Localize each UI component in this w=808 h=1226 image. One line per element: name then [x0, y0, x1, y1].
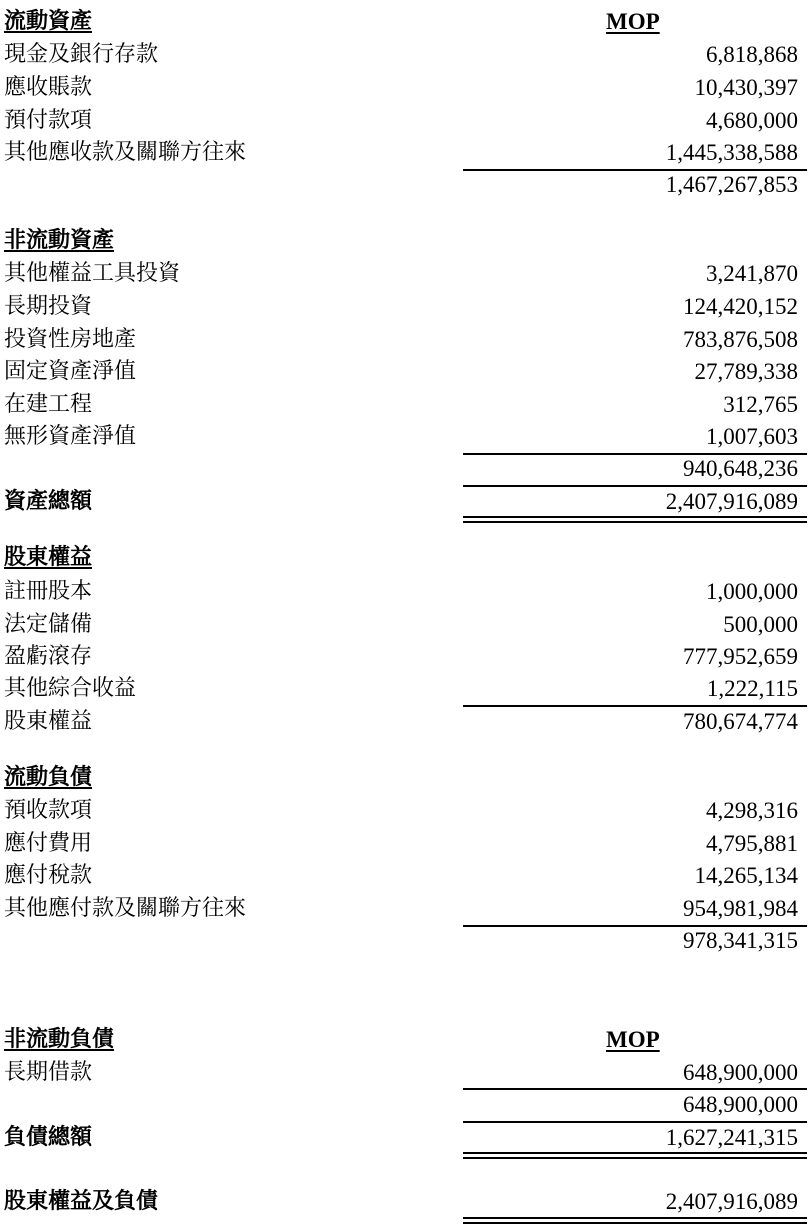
- line-item-amount: 27,789,338: [694, 359, 798, 384]
- line-item-amount: 10,430,397: [694, 75, 798, 100]
- line-item: [0, 673, 808, 705]
- line-item: [0, 39, 808, 71]
- total-liabilities-amount: 1,627,241,315: [665, 1125, 798, 1150]
- double-underline: [463, 1152, 807, 1159]
- line-item-label: 在建工程: [4, 392, 93, 417]
- double-underline: [463, 1217, 807, 1224]
- equity-and-liabilities-label: 股東權益及負債: [4, 1189, 159, 1214]
- line-item-label: 長期投資: [4, 294, 93, 319]
- non-current-liabilities-subtotal: 648,900,000: [683, 1092, 798, 1117]
- non-current-liabilities-header-row: [0, 1024, 808, 1056]
- line-item: [0, 389, 808, 421]
- non-current-assets-heading: 非流動資產: [4, 228, 115, 253]
- line-item-label: 盈虧滾存: [4, 644, 93, 669]
- line-item-label: 其他綜合收益: [4, 676, 137, 701]
- line-item: [0, 860, 808, 892]
- line-item-amount: 1,222,115: [706, 676, 798, 701]
- line-item-amount: 500,000: [723, 612, 798, 637]
- total-assets-label: 資產總額: [4, 489, 93, 514]
- equity-and-liabilities-amount: 2,407,916,089: [665, 1189, 798, 1214]
- line-item: [0, 1057, 808, 1089]
- line-item-amount: 648,900,000: [683, 1060, 798, 1085]
- current-liabilities-header-row: [0, 762, 808, 794]
- equity-header-row: [0, 542, 808, 574]
- double-underline: [463, 516, 807, 523]
- line-item: [0, 105, 808, 137]
- line-item-amount: 4,680,000: [706, 108, 798, 133]
- subtotal-row: [0, 453, 808, 485]
- line-item: [0, 258, 808, 290]
- line-item-amount: 124,420,152: [683, 294, 798, 319]
- line-item-label: 其他應收款及關聯方往來: [4, 140, 247, 165]
- line-item-amount: 1,007,603: [706, 424, 798, 449]
- line-item-amount: 14,265,134: [694, 863, 798, 888]
- subtotal-row: [0, 1089, 808, 1121]
- line-item: [0, 291, 808, 323]
- line-item-label: 固定資產淨值: [4, 359, 137, 384]
- line-item-label: 長期借款: [4, 1060, 93, 1085]
- total-liabilities-row: [0, 1122, 808, 1154]
- line-item-amount: 4,795,881: [706, 831, 798, 856]
- non-current-assets-header-row: [0, 225, 808, 257]
- equity-heading: 股東權益: [4, 545, 93, 570]
- line-item-label: 投資性房地產: [4, 327, 137, 352]
- line-item: [0, 421, 808, 453]
- line-item-amount: 1,445,338,588: [665, 140, 798, 165]
- currency-label: MOP: [606, 9, 660, 34]
- line-item: [0, 324, 808, 356]
- line-item: [0, 576, 808, 608]
- subtotal-row: [0, 169, 808, 201]
- line-item: [0, 795, 808, 827]
- line-item: [0, 137, 808, 169]
- line-item-amount: 783,876,508: [683, 327, 798, 352]
- non-current-liabilities-heading: 非流動負債: [4, 1027, 115, 1052]
- equity-total-amount: 780,674,774: [683, 709, 798, 734]
- line-item-amount: 3,241,870: [706, 261, 798, 286]
- line-item: [0, 609, 808, 641]
- current-assets-subtotal: 1,467,267,853: [665, 172, 798, 197]
- line-item-label: 應付稅款: [4, 863, 93, 888]
- line-item-label: 應付費用: [4, 831, 93, 856]
- line-item: [0, 356, 808, 388]
- line-item: [0, 893, 808, 925]
- line-item-label: 法定儲備: [4, 612, 93, 637]
- line-item-amount: 312,765: [723, 392, 798, 417]
- line-item-amount: 1,000,000: [706, 579, 798, 604]
- subtotal-row: [0, 925, 808, 957]
- line-item-label: 其他應付款及關聯方往來: [4, 896, 247, 921]
- line-item-label: 現金及銀行存款: [4, 42, 159, 67]
- currency-label: MOP: [606, 1027, 660, 1052]
- current-liabilities-subtotal: 978,341,315: [683, 928, 798, 953]
- current-liabilities-heading: 流動負債: [4, 765, 93, 790]
- current-assets-header-row: [0, 6, 808, 38]
- equity-total-row: [0, 706, 808, 738]
- line-item-label: 預付款項: [4, 108, 93, 133]
- total-assets-row: [0, 486, 808, 518]
- line-item-label: 應收賬款: [4, 75, 93, 100]
- line-item-amount: 777,952,659: [683, 644, 798, 669]
- equity-and-liabilities-row: [0, 1186, 808, 1218]
- line-item: [0, 641, 808, 673]
- line-item-label: 預收款項: [4, 798, 93, 823]
- equity-total-label: 股東權益: [4, 709, 93, 734]
- line-item-label: 其他權益工具投資: [4, 261, 181, 286]
- total-assets-amount: 2,407,916,089: [665, 489, 798, 514]
- line-item-amount: 6,818,868: [706, 42, 798, 67]
- current-assets-heading: 流動資產: [4, 9, 93, 34]
- non-current-assets-subtotal: 940,648,236: [683, 456, 798, 481]
- line-item: [0, 828, 808, 860]
- line-item: [0, 72, 808, 104]
- line-item-amount: 4,298,316: [706, 798, 798, 823]
- line-item-amount: 954,981,984: [683, 896, 798, 921]
- line-item-label: 無形資產淨值: [4, 424, 137, 449]
- total-liabilities-label: 負債總額: [4, 1125, 93, 1150]
- line-item-label: 註冊股本: [4, 579, 93, 604]
